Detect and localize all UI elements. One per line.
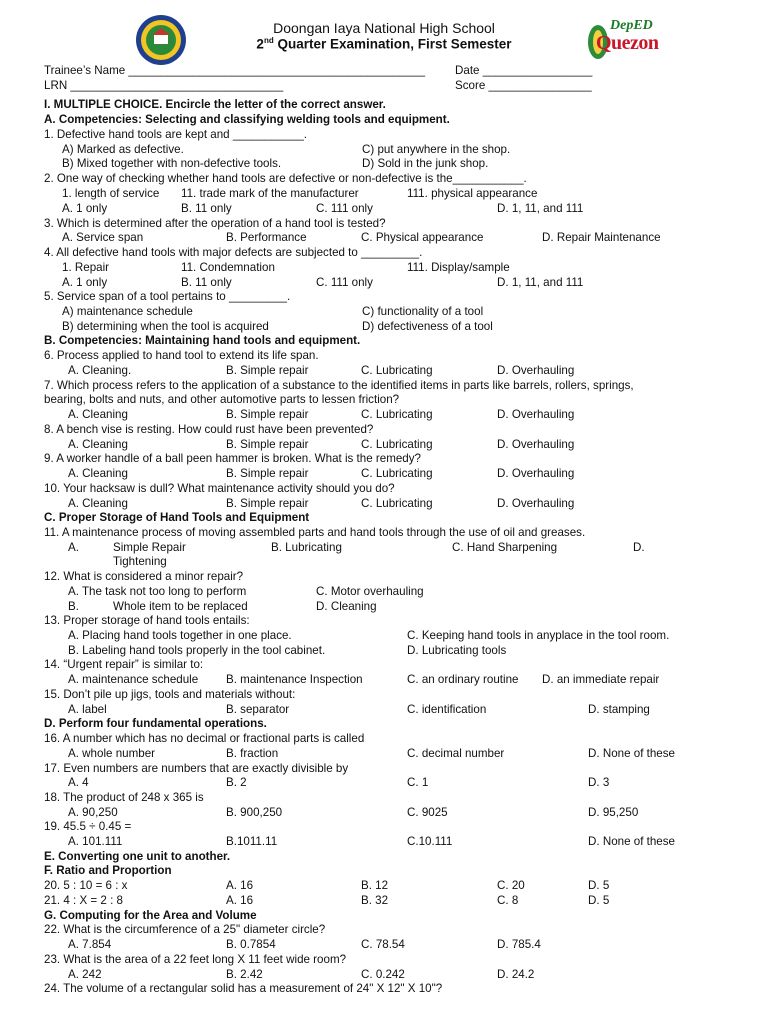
- question-text: 4. All defective hand tools with major defects are subjected to _________.: [44, 246, 423, 259]
- question-text: 14. “Urgent repair” is similar to:: [44, 658, 204, 671]
- question-text: 3. Which is determined after the operation of a hand tool is tested?: [44, 217, 386, 230]
- answer-option: A. Cleaning: [68, 438, 128, 451]
- answer-option: D. 95,250: [588, 806, 639, 819]
- answer-option: 11. Condemnation: [181, 261, 275, 274]
- answer-option: D. Lubricating tools: [407, 644, 507, 657]
- answer-option: D. an immediate repair: [542, 673, 660, 686]
- exam-ordinal: 2: [256, 36, 264, 52]
- answer-option: B. Simple repair: [226, 497, 309, 510]
- answer-option: C. 9025: [407, 806, 448, 819]
- answer-option: A. 1 only: [62, 276, 108, 289]
- answer-option: C. Lubricating: [361, 364, 433, 377]
- answer-option: D. None of these: [588, 747, 676, 760]
- question-text: 19. 45.5 ÷ 0.45 =: [44, 820, 132, 833]
- answer-option: C. Hand Sharpening: [452, 541, 558, 554]
- answer-option: B. separator: [226, 703, 290, 716]
- answer-option: Simple Repair: [113, 541, 186, 554]
- answer-option: B. 2: [226, 776, 247, 789]
- answer-option: B. 11 only: [181, 276, 232, 289]
- answer-option: D. 785.4: [497, 938, 541, 951]
- answer-option: A. Cleaning: [68, 497, 128, 510]
- score-field: Score ________________: [455, 79, 592, 92]
- question-text: 2. One way of checking whether hand tools are defective or non-defective is the___________.: [44, 172, 527, 185]
- answer-option: A. Cleaning: [68, 408, 128, 421]
- answer-option: B) determining when the tool is acquired: [62, 320, 269, 333]
- answer-option: 21. 4 : X = 2 : 8: [44, 894, 123, 907]
- answer-option: A. whole number: [68, 747, 155, 760]
- question-text: 6. Process applied to hand tool to extend its life span.: [44, 349, 319, 362]
- answer-option: A. Placing hand tools together in one place.: [68, 629, 292, 642]
- section-heading: D. Perform four fundamental operations.: [44, 717, 267, 730]
- question-text: 8. A bench vise is resting. How could rust have been prevented?: [44, 423, 374, 436]
- deped-quezon-logo: [584, 18, 664, 64]
- exam-ordinal-suffix: nd: [263, 36, 274, 45]
- answer-option: C. Physical appearance: [361, 231, 484, 244]
- answer-option: C. 111 only: [316, 276, 373, 289]
- answer-option: D. Cleaning: [316, 600, 377, 613]
- answer-option: C. 20: [497, 879, 525, 892]
- answer-option: A. Cleaning: [68, 467, 128, 480]
- answer-option: C. Keeping hand tools in anyplace in the tool room.: [407, 629, 670, 642]
- answer-option: A. maintenance schedule: [68, 673, 199, 686]
- section-heading: F. Ratio and Proportion: [44, 864, 172, 877]
- question-text: 24. The volume of a rectangular solid has a measurement of 24" X 12" X 10"?: [44, 982, 443, 995]
- logo-deped-text: DepED: [610, 18, 653, 33]
- answer-option: C. Lubricating: [361, 467, 433, 480]
- question-text: 22. What is the circumference of a 25" diameter circle?: [44, 923, 326, 936]
- answer-option: A.: [68, 541, 79, 554]
- answer-option: B.: [68, 600, 79, 613]
- answer-option: B. 2.42: [226, 968, 263, 981]
- question-text: 23. What is the area of a 22 feet long X 11 feet wide room?: [44, 953, 347, 966]
- answer-option: C. 111 only: [316, 202, 373, 215]
- answer-option: Whole item to be replaced: [113, 600, 248, 613]
- answer-option: C.10.111: [407, 835, 453, 848]
- answer-option: B) Mixed together with non-defective tools.: [62, 157, 282, 170]
- lrn-field: LRN _________________________________: [44, 79, 284, 92]
- answer-option: C) functionality of a tool: [362, 305, 484, 318]
- answer-option: D. Overhauling: [497, 497, 575, 510]
- answer-option: D) Sold in the junk shop.: [362, 157, 489, 170]
- answer-option: A. 16: [226, 894, 254, 907]
- answer-option: 1. Repair: [62, 261, 110, 274]
- answer-option: C. an ordinary routine: [407, 673, 519, 686]
- answer-option: 1. length of service: [62, 187, 160, 200]
- answer-option: B. 900,250: [226, 806, 283, 819]
- answer-option: A. Cleaning.: [68, 364, 132, 377]
- section-heading: A. Competencies: Selecting and classifying welding tools and equipment.: [44, 113, 450, 126]
- answer-option: A. 242: [68, 968, 102, 981]
- answer-option: C) put anywhere in the shop.: [362, 143, 511, 156]
- section-heading: B. Competencies: Maintaining hand tools and equipment.: [44, 334, 361, 347]
- answer-option: C. Lubricating: [361, 438, 433, 451]
- section-heading: C. Proper Storage of Hand Tools and Equipment: [44, 511, 310, 524]
- answer-option: C. 0.242: [361, 968, 405, 981]
- answer-option: D. None of these: [588, 835, 676, 848]
- answer-option: B. Simple repair: [226, 467, 309, 480]
- exam-title-rest: Quarter Examination, First Semester: [273, 36, 512, 52]
- question-text: 7. Which process refers to the application of a substance to the identified items in parts like barrels, rollers, springs,: [44, 379, 634, 392]
- answer-option: B. 0.7854: [226, 938, 276, 951]
- answer-option: D. 5: [588, 879, 610, 892]
- section-heading: G. Computing for the Area and Volume: [44, 909, 257, 922]
- answer-option: D. Overhauling: [497, 438, 575, 451]
- answer-option: 111. physical appearance: [407, 187, 538, 200]
- answer-option: A. 4: [68, 776, 89, 789]
- answer-option: 20. 5 : 10 = 6 : x: [44, 879, 128, 892]
- answer-option: A. 90,250: [68, 806, 118, 819]
- answer-option: C. identification: [407, 703, 487, 716]
- question-text: 9. A worker handle of a ball peen hammer is broken. What is the remedy?: [44, 452, 421, 465]
- answer-option: A) Marked as defective.: [62, 143, 184, 156]
- answer-option: D. Repair Maintenance: [542, 231, 661, 244]
- answer-option: D. 24.2: [497, 968, 535, 981]
- answer-option: B. 11 only: [181, 202, 232, 215]
- question-text: 5. Service span of a tool pertains to _________.: [44, 290, 291, 303]
- question-text: Tightening: [113, 555, 167, 568]
- answer-option: A. 7.854: [68, 938, 112, 951]
- question-text: 12. What is considered a minor repair?: [44, 570, 244, 583]
- answer-option: A) maintenance schedule: [62, 305, 193, 318]
- answer-option: 111. Display/sample: [407, 261, 510, 274]
- answer-option: B. maintenance Inspection: [226, 673, 363, 686]
- question-text: 16. A number which has no decimal or fractional parts is called: [44, 732, 365, 745]
- logo-quezon-text: Quezon: [596, 32, 659, 54]
- answer-option: B. Lubricating: [271, 541, 342, 554]
- section-heading: E. Converting one unit to another.: [44, 850, 231, 863]
- answer-option: 11. trade mark of the manufacturer: [181, 187, 359, 200]
- question-text: 10. Your hacksaw is dull? What maintenance activity should you do?: [44, 482, 395, 495]
- answer-option: D.: [633, 541, 645, 554]
- question-text: 18. The product of 248 x 365 is: [44, 791, 204, 804]
- answer-option: B.1011.11: [226, 835, 278, 848]
- answer-option: B. 12: [361, 879, 389, 892]
- date-field: Date _________________: [455, 64, 593, 77]
- answer-option: D. 5: [588, 894, 610, 907]
- question-text: 11. A maintenance process of moving assembled parts and hand tools through the use of oil and greases.: [44, 526, 586, 539]
- answer-option: D. 3: [588, 776, 610, 789]
- answer-option: B. Simple repair: [226, 438, 309, 451]
- answer-option: D. 1, 11, and 111: [497, 276, 584, 289]
- question-text: 13. Proper storage of hand tools entails:: [44, 614, 250, 627]
- section-heading: I. MULTIPLE CHOICE. Encircle the letter of the correct answer.: [44, 98, 386, 111]
- answer-option: A. Service span: [62, 231, 144, 244]
- answer-option: B. Simple repair: [226, 408, 309, 421]
- answer-option: A. 101.111: [68, 835, 123, 848]
- answer-option: A. 1 only: [62, 202, 108, 215]
- answer-option: A. label: [68, 703, 107, 716]
- question-text: 17. Even numbers are numbers that are exactly divisible by: [44, 762, 349, 775]
- answer-option: C. 1: [407, 776, 429, 789]
- answer-option: B. Labeling hand tools properly in the tool cabinet.: [68, 644, 326, 657]
- answer-option: D. 1, 11, and 111: [497, 202, 584, 215]
- answer-option: D. stamping: [588, 703, 650, 716]
- answer-option: B. Simple repair: [226, 364, 309, 377]
- trainee-name-field: Trainee’s Name ______________________________________________: [44, 64, 426, 77]
- answer-option: B. Performance: [226, 231, 307, 244]
- answer-option: C. 8: [497, 894, 519, 907]
- school-name: Doongan Iaya National High School: [273, 20, 495, 36]
- answer-option: C. 78.54: [361, 938, 405, 951]
- answer-option: C. Lubricating: [361, 497, 433, 510]
- answer-option: A. The task not too long to perform: [68, 585, 247, 598]
- answer-option: C. decimal number: [407, 747, 505, 760]
- answer-option: C. Motor overhauling: [316, 585, 424, 598]
- question-text: bearing, bolts and nuts, and other automotive parts to lessen friction?: [44, 393, 400, 406]
- answer-option: D) defectiveness of a tool: [362, 320, 493, 333]
- question-text: 1. Defective hand tools are kept and ___________.: [44, 128, 307, 141]
- answer-option: D. Overhauling: [497, 364, 575, 377]
- answer-option: D. Overhauling: [497, 467, 575, 480]
- answer-option: C. Lubricating: [361, 408, 433, 421]
- answer-option: A. 16: [226, 879, 254, 892]
- answer-option: B. fraction: [226, 747, 279, 760]
- answer-option: B. 32: [361, 894, 389, 907]
- question-text: 15. Don’t pile up jigs, tools and materials without:: [44, 688, 296, 701]
- answer-option: D. Overhauling: [497, 408, 575, 421]
